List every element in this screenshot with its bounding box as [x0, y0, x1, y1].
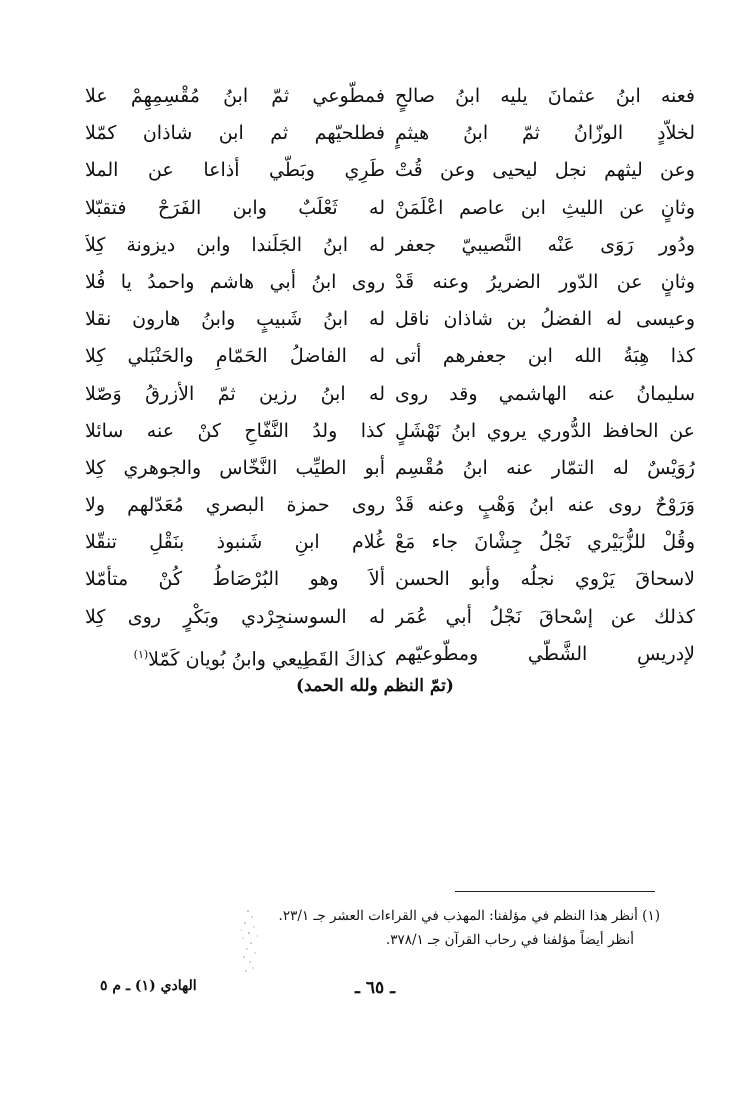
poem-line: كذا ولدُ النَّفّاحِ كنْ عنه سائلا [85, 419, 385, 442]
poem-line: ودُور رَوَى عَنْه النَّصيبيّ جعفر [395, 233, 695, 256]
page-footer [0, 978, 750, 1008]
poem-line-text: كذاكَ القَطِيعي وابنُ بُويان كَمّلا [148, 648, 385, 671]
poem-line: وعن ليثهم نجل ليحيى وعن قُتْ [395, 159, 695, 182]
poem-line: ألاَ وهو البُرْصَاطُ كُنْ متأمّلا [85, 568, 385, 591]
poem-line: له الفاضلُ الحَمّامِ والحَنْبَلي كِلا [85, 345, 385, 368]
poem-line: طَرِي وبَطّي أذاعا عن الملا [85, 159, 385, 182]
poem-line: وقُلْ للزُّبَيْري نَجْلُ جِشْانَ جاء مَعْ [395, 531, 695, 554]
poem-line: وثانٍ عن الليثِ ابن عاصم اعْلَمَنْ [395, 196, 695, 219]
footnote-marker: (١) [133, 647, 149, 661]
poem-line: له ثَعْلَبٌ وابن الفَرَحْ فتقبّلا [85, 196, 385, 219]
poem-line: روى حمزة البصري مُعَدّلهم ولا [85, 494, 385, 517]
poem-line: وَرَوْحٌ روى عنه ابنُ وَهْبٍ وعنه قَدْ [395, 494, 695, 517]
poem-line: له ابنُ الجَلَندا وابن ديزونة كِلاَ [85, 233, 385, 256]
poem-right-column [395, 78, 695, 673]
poem-line: وثانٍ عن الدّور الضريرُ وعنه قَدْ [395, 270, 695, 293]
footnote-line: (١) أنظر هذا النظم في مؤلفنا: المهذب في القراءات العشر جـ ٢٣/١. [278, 908, 660, 924]
poem-line: له السوسنجِرْدي وبَكْرٍ روى كِلا [85, 605, 385, 628]
end-note: (تمّ النظم ولله الحمد) [296, 676, 454, 696]
poem-line: له ابنُ رزين ثمّ الأزرقُ وَصّلا [85, 382, 385, 405]
poem-line: لخلاّدٍ الوزّانُ ثمّ ابنُ هيثمٍ [395, 122, 695, 145]
poem-line: سليمانُ عنه الهاشمي وقد روى [395, 382, 695, 405]
poem-left-column [85, 78, 385, 673]
poem-line: وعيسى له الفضلُ بن شاذان ناقل [395, 308, 695, 331]
poem-line: روى ابنُ أبي هاشم واحمدُ يا فُلا [85, 270, 385, 293]
poem-line: فمطّوعي ثمّ ابنُ مُقْسِمِهِمْ علا [85, 85, 385, 107]
signature-mark: الهادي (١) ـ م ٥ [100, 978, 197, 994]
footnote-line: أنظر أيضاً مؤلفنا في رحاب القرآن جـ ٣٧٨/١. [385, 932, 634, 948]
poem-line: فعنه ابنُ عثمانَ يليه ابنُ صالحٍ [395, 85, 695, 107]
footnotes [260, 904, 660, 952]
poem-line: كذا هِبَةُ الله ابن جعفرهم أتى [395, 345, 695, 368]
poem-line-last [85, 636, 385, 673]
page-number: ـ ٦٥ ـ [355, 978, 396, 998]
poem-line: رُوَيْسٌ له التمّار عنه ابنُ مُقْسِم [395, 456, 695, 479]
poem-line: أبو الطيِّب النَّخّاس والجوهري كِلا [85, 456, 385, 479]
poem-line: فطلحيّهم ثم ابن شاذان كمّلا [85, 122, 385, 145]
poem-line: غُلام ابنِ شَنبوذ بنَقْلِ تنقّلا [85, 531, 385, 554]
poem-line: لاسحاقَ يَرْوي نجلُه وأبو الحسن [395, 568, 695, 591]
poem-line: كذلك عن إسْحاقَ نَجْلُ أبي عُمَر [395, 605, 695, 628]
poem-line: لإدريسِ الشَّطّي ومطّوعيّهم [395, 642, 695, 665]
poem-line: عن الحافظ الدُّوري يروي ابنُ نَهْشَلٍ [395, 419, 695, 442]
footnote-divider [455, 891, 655, 892]
scan-noise-mark [228, 905, 268, 975]
poem-line: له ابنُ شَبيبٍ وابنُ هارون نقلا [85, 308, 385, 331]
